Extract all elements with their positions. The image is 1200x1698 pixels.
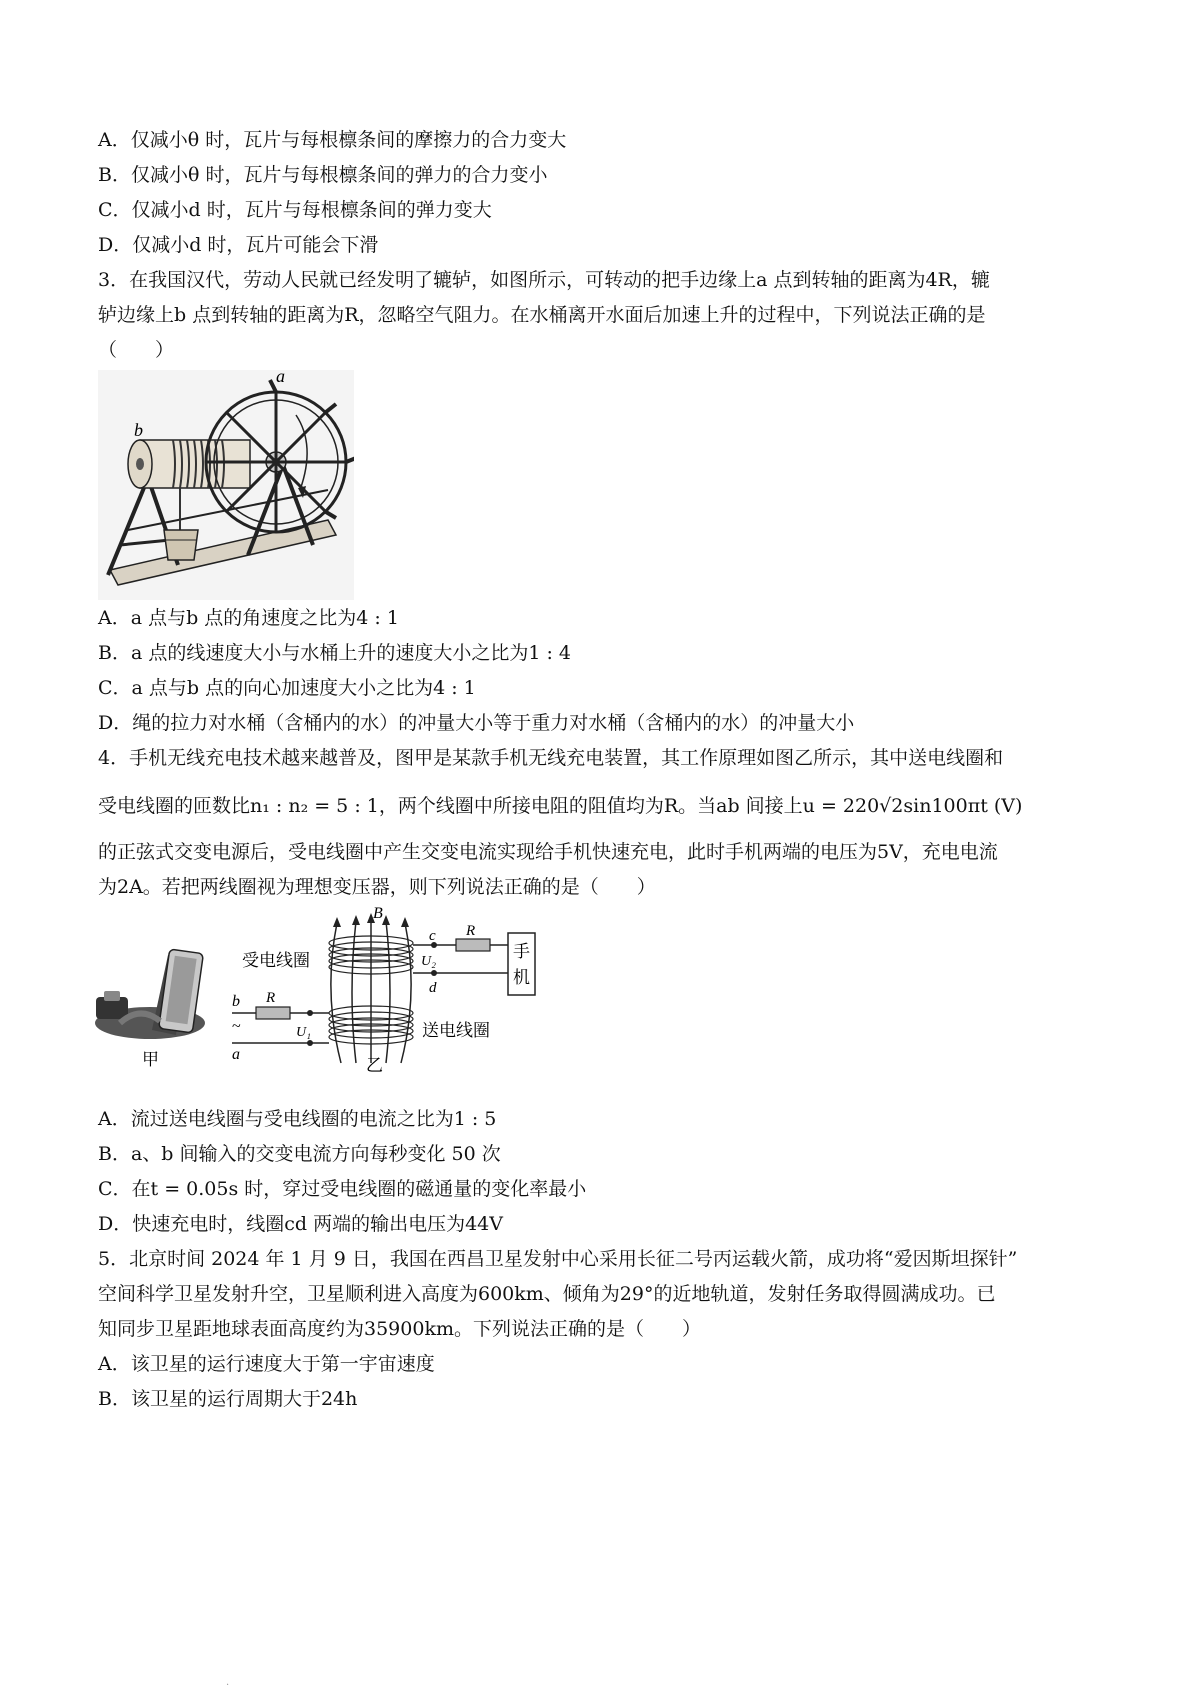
q3-stem-line2: 轳边缘上b 点到转轴的距离为R，忽略空气阻力。在水桶离开水面后加速上升的过程中，下列说法正确的是 xyxy=(98,304,986,326)
q4-stem-line2: 受电线圈的匝数比n₁ : n₂ = 5 : 1，两个线圈中所接电阻的阻值均为R。当ab 间接上u = 220√2sin100πt (V) xyxy=(98,795,1023,817)
q3-option-d: D．绳的拉力对水桶（含桶内的水）的冲量大小等于重力对水桶（含桶内的水）的冲量大小 xyxy=(98,712,855,734)
label-send-coil: 送电线圈 xyxy=(422,1021,490,1041)
q5-option-a: A．该卫星的运行速度大于第一宇宙速度 xyxy=(98,1353,435,1375)
label-U2: U₂ xyxy=(421,954,436,969)
caption-yi: 乙 xyxy=(366,1056,383,1075)
label-phone-1: 手 xyxy=(513,942,530,962)
label-b-terminal: b xyxy=(232,993,240,1010)
label-b: b xyxy=(134,420,143,440)
q3-option-b: B．a 点的线速度大小与水桶上升的速度大小之比为1 : 4 xyxy=(98,642,571,664)
q2-option-a: A．仅减小θ 时，瓦片与每根檩条间的摩擦力的合力变大 xyxy=(98,129,567,151)
q3-option-a: A．a 点与b 点的角速度之比为4 : 1 xyxy=(98,607,399,629)
label-receive-coil: 受电线圈 xyxy=(242,951,310,971)
q4-option-d: D．快速充电时，线圈cd 两端的输出电压为44V xyxy=(98,1213,503,1235)
label-d: d xyxy=(429,980,437,996)
label-R-bottom: R xyxy=(266,990,276,1006)
label-U1: U₁ xyxy=(296,1025,311,1040)
q4-stem-line4: 为2A。若把两线圈视为理想变压器，则下列说法正确的是（ ） xyxy=(98,876,656,898)
q5-option-b: B．该卫星的运行周期大于24h xyxy=(98,1388,358,1410)
label-B: B xyxy=(373,905,383,922)
label-c: c xyxy=(429,928,436,944)
q4-option-c: C．在t = 0.05s 时，穿过受电线圈的磁通量的变化率最小 xyxy=(98,1178,587,1200)
q5-stem-line3: 知同步卫星距地球表面高度约为35900km。下列说法正确的是（ ） xyxy=(98,1318,701,1340)
label-R-top: R xyxy=(466,923,476,939)
footer-mark: . xyxy=(226,1677,230,1688)
q2-option-c: C．仅减小d 时，瓦片与每根檩条间的弹力变大 xyxy=(98,199,492,221)
q4-option-b: B．a、b 间输入的交变电流方向每秒变化 50 次 xyxy=(98,1143,501,1165)
caption-jia: 甲 xyxy=(142,1050,159,1070)
q4-option-a: A．流过送电线圈与受电线圈的电流之比为1 : 5 xyxy=(98,1108,497,1130)
q3-stem-line3: （ ） xyxy=(98,339,175,361)
charger-photo-figure xyxy=(90,935,215,1070)
label-phone-2: 机 xyxy=(513,968,530,988)
q4-stem-line3: 的正弦式交变电源后，受电线圈中产生交变电流实现给手机快速充电，此时手机两端的电压为5V，充电电流 xyxy=(98,841,998,863)
label-a: a xyxy=(276,370,285,386)
q3-stem-line1: 3．在我国汉代，劳动人民就已经发明了辘轳，如图所示，可转动的把手边缘上a 点到转轴的距离为4R，辘 xyxy=(98,269,990,291)
q2-option-d: D．仅减小d 时，瓦片可能会下滑 xyxy=(98,234,379,256)
q3-option-c: C．a 点与b 点的向心加速度大小之比为4 : 1 xyxy=(98,677,476,699)
windlass-figure xyxy=(98,370,354,600)
q2-option-b: B．仅减小θ 时，瓦片与每根檩条间的弹力的合力变小 xyxy=(98,164,548,186)
q4-stem-line1: 4．手机无线充电技术越来越普及，图甲是某款手机无线充电装置，其工作原理如图乙所示，其中送电线圈和 xyxy=(98,747,1004,769)
q5-stem-line1: 5．北京时间 2024 年 1 月 9 日，我国在西昌卫星发射中心采用长征二号丙运载火箭，成功将“爱因斯坦探针” xyxy=(98,1248,1018,1270)
label-tilde: ~ xyxy=(232,1018,241,1035)
wireless-charging-circuit xyxy=(228,903,548,1075)
q5-stem-line2: 空间科学卫星发射升空，卫星顺利进入高度为600km、倾角为29°的近地轨道，发射任务取得圆满成功。已 xyxy=(98,1283,996,1305)
label-a-terminal: a xyxy=(232,1046,240,1063)
